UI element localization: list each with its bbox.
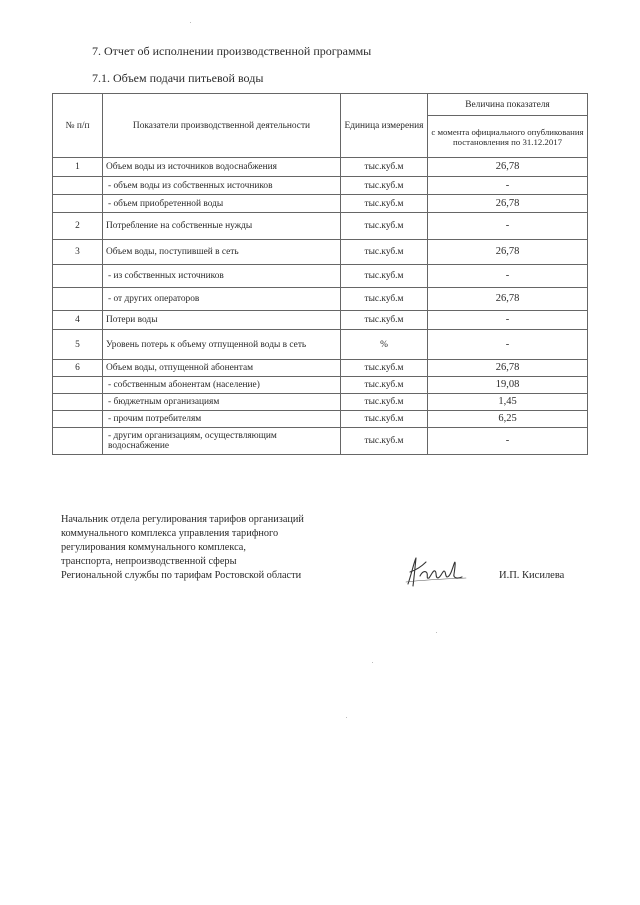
row-indicator: Потребление на собственные нужды (103, 213, 341, 240)
row-value: - (428, 428, 588, 455)
scan-speck (346, 717, 347, 718)
row-indicator: Потери воды (103, 311, 341, 330)
water-supply-table (52, 93, 588, 455)
row-num (53, 394, 103, 411)
row-value: 1,45 (428, 394, 588, 411)
row-indicator: - другим организациям, осуществляющим водоснабжение (103, 428, 341, 455)
row-unit: тыс.куб.м (341, 213, 428, 240)
row-value: - (428, 177, 588, 195)
row-value: - (428, 213, 588, 240)
row-num (53, 288, 103, 311)
row-indicator: Объем воды, поступившей в сеть (103, 240, 341, 265)
row-indicator: - объем воды из собственных источников (103, 177, 341, 195)
table-row (53, 394, 588, 411)
position-line: Региональной службы по тарифам Ростовской области (61, 570, 302, 581)
row-num: 6 (53, 360, 103, 377)
row-value: - (428, 311, 588, 330)
signatory-name: И.П. Кисилева (499, 570, 565, 581)
row-indicator: - собственным абонентам (население) (103, 377, 341, 394)
row-indicator: Уровень потерь к объему отпущенной воды в сеть (103, 330, 341, 360)
row-unit: тыс.куб.м (341, 411, 428, 428)
row-unit: тыс.куб.м (341, 377, 428, 394)
signatory-position (61, 513, 381, 583)
table-row (53, 428, 588, 455)
row-indicator: - от других операторов (103, 288, 341, 311)
row-num (53, 411, 103, 428)
position-line: коммунального комплекса управления тарифного (61, 528, 279, 539)
row-indicator: - бюджетным организациям (103, 394, 341, 411)
subsection-heading: 7.1. Объем подачи питьевой воды (92, 71, 264, 85)
table-row (53, 360, 588, 377)
table-row (53, 377, 588, 394)
scan-speck (372, 662, 373, 663)
row-unit: тыс.куб.м (341, 288, 428, 311)
row-indicator: Объем воды, отпущенной абонентам (103, 360, 341, 377)
header-indicator: Показатели производственной деятельности (103, 94, 341, 158)
header-value-group: Величина показателя (428, 94, 588, 116)
row-unit: тыс.куб.м (341, 394, 428, 411)
row-indicator: - прочим потребителям (103, 411, 341, 428)
row-num: 4 (53, 311, 103, 330)
table-row (53, 158, 588, 177)
row-num: 5 (53, 330, 103, 360)
scan-speck (190, 22, 191, 23)
row-num (53, 265, 103, 288)
handwritten-signature (402, 552, 472, 592)
row-value: - (428, 265, 588, 288)
row-value: 6,25 (428, 411, 588, 428)
row-num (53, 428, 103, 455)
row-unit: тыс.куб.м (341, 360, 428, 377)
row-value: 26,78 (428, 360, 588, 377)
row-unit: тыс.куб.м (341, 311, 428, 330)
row-indicator: - объем приобретенной воды (103, 195, 341, 213)
row-num: 3 (53, 240, 103, 265)
position-line: транспорта, непроизводственной сферы (61, 556, 237, 567)
position-line: регулирования коммунального комплекса, (61, 542, 246, 553)
row-unit: тыс.куб.м (341, 428, 428, 455)
row-value: 26,78 (428, 195, 588, 213)
row-unit: тыс.куб.м (341, 240, 428, 265)
row-unit: тыс.куб.м (341, 177, 428, 195)
table-row (53, 330, 588, 360)
section-heading: 7. Отчет об исполнении производственной программы (92, 44, 372, 58)
row-indicator: - из собственных источников (103, 265, 341, 288)
row-value: 26,78 (428, 158, 588, 177)
table-row (53, 240, 588, 265)
row-num (53, 177, 103, 195)
header-num: № п/п (53, 94, 103, 158)
row-value: 26,78 (428, 240, 588, 265)
row-num (53, 195, 103, 213)
table-row (53, 213, 588, 240)
row-value: 19,08 (428, 377, 588, 394)
table-row (53, 288, 588, 311)
row-unit: тыс.куб.м (341, 265, 428, 288)
row-value: - (428, 330, 588, 360)
scan-speck (436, 632, 437, 633)
row-num (53, 377, 103, 394)
row-unit: тыс.куб.м (341, 195, 428, 213)
table-row (53, 265, 588, 288)
table-row (53, 311, 588, 330)
row-indicator: Объем воды из источников водоснабжения (103, 158, 341, 177)
row-unit: % (341, 330, 428, 360)
table-row (53, 177, 588, 195)
row-num: 1 (53, 158, 103, 177)
table-row (53, 411, 588, 428)
row-value: 26,78 (428, 288, 588, 311)
row-unit: тыс.куб.м (341, 158, 428, 177)
position-line: Начальник отдела регулирования тарифов организаций (61, 514, 304, 525)
header-value-period: с момента официального опубликования постановления по 31.12.2017 (428, 116, 588, 158)
row-num: 2 (53, 213, 103, 240)
header-unit: Единица измерения (341, 94, 428, 158)
table-row (53, 195, 588, 213)
